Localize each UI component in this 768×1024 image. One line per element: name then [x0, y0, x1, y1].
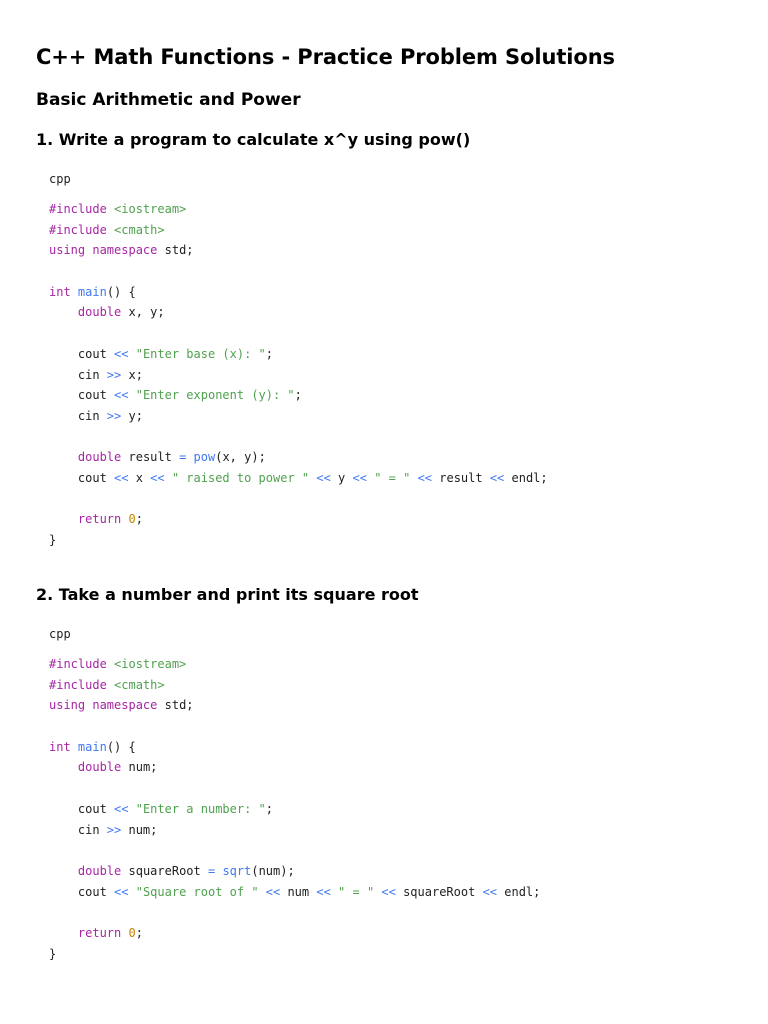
- code-token-op: >>: [106, 408, 122, 423]
- code-line: [49, 654, 540, 675]
- code-token-plain: squareRoot: [121, 863, 208, 878]
- code-token-op: <<: [114, 884, 129, 899]
- code-token-kw: double: [77, 760, 122, 775]
- code-token-kw: namespace: [92, 243, 158, 258]
- code-token-plain: result: [121, 450, 180, 465]
- code-token-fn: main: [77, 739, 107, 754]
- code-token-plain: [128, 885, 135, 899]
- code-token-str: "Enter exponent (y): ": [135, 388, 295, 403]
- code-token-str: " = ": [338, 884, 375, 899]
- code-line: [49, 427, 548, 448]
- code-line: [49, 468, 548, 489]
- code-line: [49, 240, 548, 261]
- code-token-plain: [259, 885, 266, 899]
- code-token-str: <cmath>: [114, 222, 165, 237]
- code-token-plain: [331, 885, 338, 899]
- code-token-plain: ;: [265, 801, 273, 816]
- code-token-kw: double: [77, 305, 122, 320]
- code-line: [49, 923, 540, 944]
- code-line: [49, 861, 540, 882]
- code-line: [49, 302, 548, 323]
- code-token-plain: ;: [135, 925, 143, 940]
- code-token-kw: return: [77, 925, 122, 940]
- code-line: [49, 220, 548, 241]
- code-token-plain: }: [49, 533, 57, 547]
- code-token-plain: [121, 926, 128, 940]
- code-token-plain: cin: [49, 367, 107, 382]
- problem-2-heading: 2. Take a number and print its square root: [36, 585, 419, 604]
- code-token-plain: }: [49, 946, 57, 961]
- code-line: [49, 406, 548, 427]
- code-line: [49, 737, 540, 758]
- code-token-op: <<: [381, 884, 396, 899]
- code-token-plain: [49, 760, 78, 774]
- code-token-plain: cout: [49, 388, 115, 403]
- code-token-str: <iostream>: [114, 657, 187, 671]
- code-token-str: " = ": [374, 470, 411, 485]
- code-token-plain: (x, y);: [215, 450, 266, 465]
- code-token-plain: num: [280, 884, 317, 899]
- code-line: [49, 323, 548, 344]
- code-token-plain: [71, 285, 78, 299]
- code-token-plain: std;: [157, 698, 194, 713]
- code-token-plain: y;: [121, 408, 143, 423]
- code-token-kw: using: [49, 698, 86, 713]
- code-token-plain: cout: [49, 346, 115, 361]
- code-line: [49, 261, 548, 282]
- code-token-str: <cmath>: [114, 677, 165, 692]
- code-token-plain: [49, 864, 78, 878]
- code-line: [49, 675, 540, 696]
- code-token-plain: [49, 926, 78, 940]
- code-token-op: <<: [265, 884, 281, 899]
- code-token-num: 0: [128, 512, 136, 527]
- code-token-plain: [107, 657, 114, 671]
- code-line: [49, 385, 548, 406]
- code-token-plain: () {: [106, 284, 136, 299]
- code-token-plain: [128, 802, 135, 816]
- code-token-kw: int: [49, 284, 71, 299]
- code-line: [49, 365, 548, 386]
- code-token-op: >>: [106, 367, 122, 382]
- code-token-num: 0: [128, 925, 136, 940]
- code-line: [49, 199, 548, 220]
- code-token-fn: main: [77, 284, 107, 299]
- code-token-fn: sqrt: [222, 863, 252, 878]
- code-line: [49, 530, 548, 551]
- code-line: [49, 778, 540, 799]
- code-token-plain: (num);: [251, 863, 295, 878]
- code-token-plain: cout: [49, 801, 115, 816]
- code-token-kw: #include: [49, 222, 107, 237]
- code-token-kw: double: [77, 450, 122, 465]
- code-token-plain: squareRoot: [395, 884, 483, 899]
- code-token-plain: [107, 678, 114, 692]
- code-line: [49, 489, 548, 510]
- code-token-plain: endl;: [504, 470, 548, 485]
- code-token-kw: double: [77, 863, 122, 878]
- code-line: [49, 882, 540, 903]
- code-token-plain: num;: [121, 822, 158, 837]
- code-token-kw: #include: [49, 677, 107, 692]
- code-token-op: =: [179, 450, 187, 465]
- code-token-plain: [128, 347, 135, 361]
- code-line: [49, 282, 548, 303]
- code-token-plain: y: [330, 470, 353, 485]
- code-token-fn: pow: [193, 450, 216, 465]
- code-line: [49, 509, 548, 530]
- code-line: [49, 757, 540, 778]
- code-lines: [49, 199, 548, 551]
- code-language-label: cpp: [49, 172, 71, 186]
- code-token-str: " raised to power ": [171, 470, 310, 485]
- code-token-op: <<: [114, 388, 129, 403]
- code-line: [49, 944, 540, 965]
- code-line: [49, 447, 548, 468]
- code-token-op: <<: [114, 801, 129, 816]
- code-token-plain: cout: [49, 470, 115, 485]
- code-token-kw: #include: [49, 657, 107, 671]
- code-token-op: <<: [352, 470, 367, 485]
- code-token-op: =: [207, 863, 216, 878]
- code-token-plain: [49, 305, 78, 319]
- code-token-plain: x;: [121, 367, 143, 382]
- code-token-str: "Enter base (x): ": [135, 346, 266, 361]
- code-line: [49, 840, 540, 861]
- code-token-kw: int: [49, 739, 71, 754]
- code-token-plain: ;: [265, 346, 273, 361]
- code-language-label: cpp: [49, 627, 71, 641]
- code-line: [49, 820, 540, 841]
- code-token-plain: x, y;: [121, 305, 165, 320]
- code-line: [49, 695, 540, 716]
- code-token-kw: return: [77, 512, 122, 527]
- code-token-plain: [121, 512, 128, 526]
- code-token-plain: num;: [121, 760, 158, 775]
- code-token-op: <<: [417, 470, 433, 485]
- code-token-plain: [49, 512, 78, 526]
- code-token-str: "Enter a number: ": [135, 801, 266, 816]
- code-token-op: <<: [316, 470, 331, 485]
- code-token-plain: result: [432, 470, 490, 485]
- page-title: C++ Math Functions - Practice Problem Solutions: [36, 45, 615, 69]
- code-token-op: <<: [114, 470, 129, 485]
- code-token-kw: namespace: [92, 698, 158, 713]
- code-token-plain: endl;: [497, 884, 541, 899]
- code-token-op: <<: [482, 884, 498, 899]
- problem-1-heading: 1. Write a program to calculate x^y using pow(): [36, 130, 471, 149]
- code-token-plain: std;: [157, 243, 194, 258]
- code-token-plain: [49, 450, 78, 464]
- code-token-kw: using: [49, 243, 86, 258]
- code-token-plain: [165, 471, 172, 485]
- code-token-plain: () {: [106, 739, 136, 754]
- code-token-plain: x: [128, 470, 151, 485]
- code-token-kw: #include: [49, 202, 107, 216]
- code-token-str: <iostream>: [114, 202, 187, 216]
- code-token-op: >>: [106, 822, 122, 837]
- code-token-op: <<: [114, 346, 129, 361]
- code-token-plain: [128, 388, 135, 402]
- code-lines: [49, 654, 540, 964]
- code-token-plain: [71, 740, 78, 754]
- code-token-plain: ;: [135, 512, 143, 527]
- code-token-plain: cout: [49, 884, 115, 899]
- code-token-plain: [186, 450, 193, 464]
- code-token-plain: [107, 202, 114, 216]
- code-token-plain: cin: [49, 408, 107, 423]
- code-token-plain: cin: [49, 822, 107, 837]
- code-token-plain: ;: [294, 388, 302, 403]
- section-heading: Basic Arithmetic and Power: [36, 90, 301, 110]
- code-token-op: <<: [316, 884, 331, 899]
- code-line: [49, 716, 540, 737]
- code-token-plain: [410, 471, 417, 485]
- code-token-plain: [107, 223, 114, 237]
- code-line: [49, 344, 548, 365]
- code-token-str: "Square root of ": [135, 884, 259, 899]
- code-line: [49, 902, 540, 923]
- code-token-op: <<: [150, 470, 165, 485]
- code-token-op: <<: [489, 470, 505, 485]
- code-line: [49, 799, 540, 820]
